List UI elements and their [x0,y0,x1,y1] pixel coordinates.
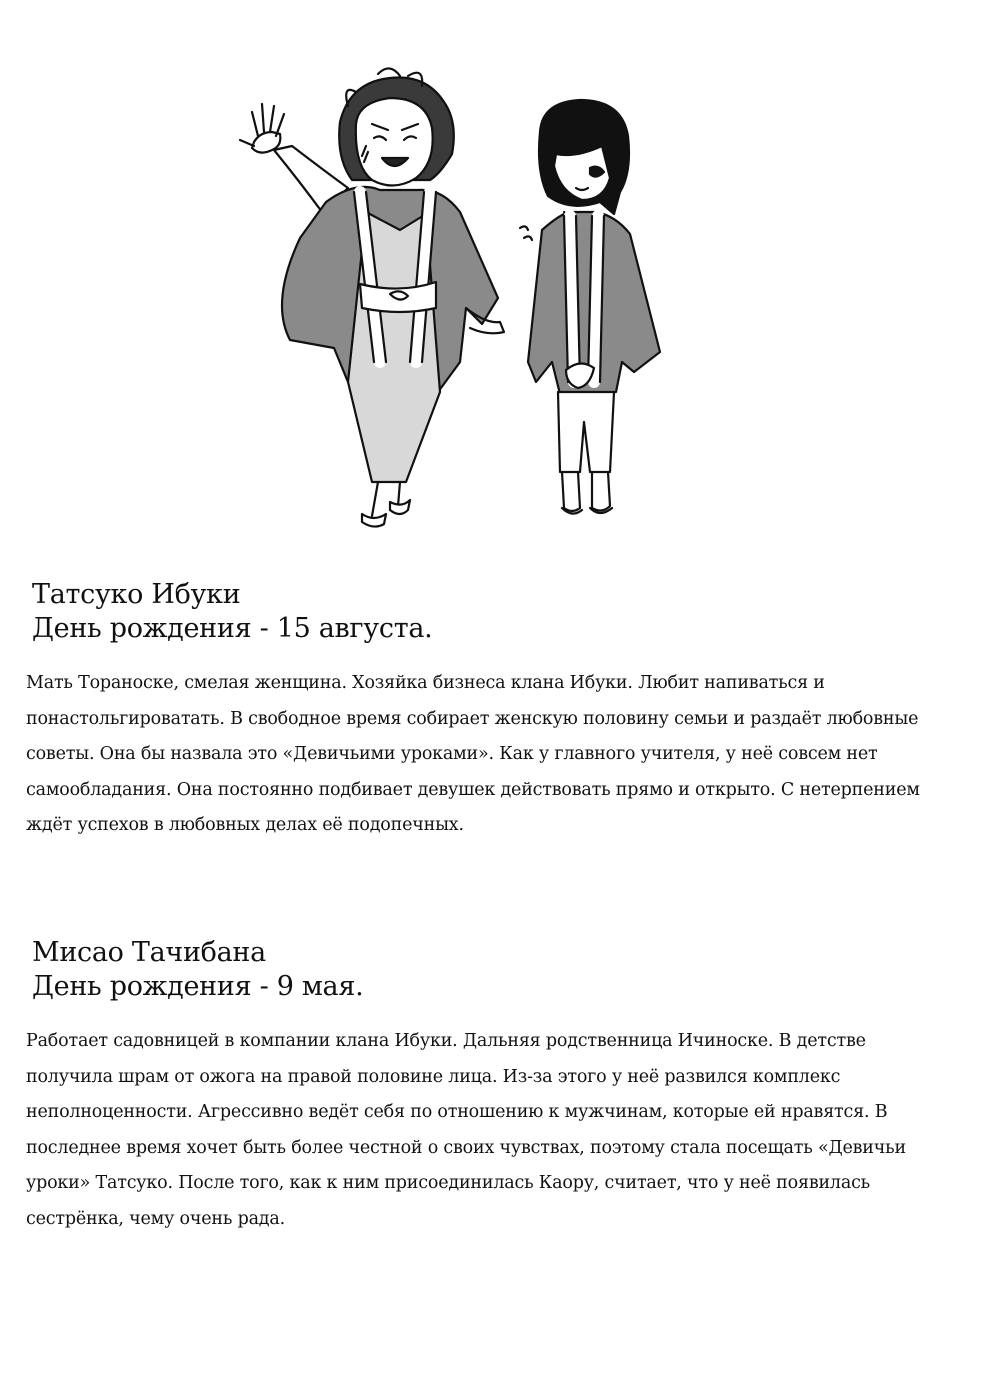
character-illustration [230,62,680,532]
profile-name: Татсуко Ибуки [32,579,241,610]
profile-birthday: День рождения - 15 августа. [32,613,433,644]
profile-bio: Работает садовницей в компании клана Ибуки. Дальняя родственница Ичиноске. В детстве получила шрам от ожога на правой половине лица. Из-за этого у неё развился комплекс неполноценности. Агрессивно ведёт себя по отношению к мужчинам, которые ей нравятся. В последнее время хочет быть более честной о своих чувствах, поэтому стала посещать «Девичьи уроки» Татсуко. После того, как к ним присоединилась Каору, считает, что у неё появилась сестрёнка, чему очень рада. [26,1031,906,1229]
profile-misao [26,936,956,1237]
profile-birthday: День рождения - 9 мая. [32,971,364,1002]
profile-bio: Мать Тораноске, смелая женщина. Хозяйка бизнеса клана Ибуки. Любит напиваться и понастольгироватать. В свободное время собирает женскую половину семьи и раздаёт любовные советы. Она бы назвала это «Девичьими уроками». Как у главного учителя, у неё совсем нет самообладания. Она постоянно подбивает девушек действовать прямо и открыто. С нетерпением ждёт успехов в любовных делах её подопечных. [26,673,920,835]
misao-figure [520,100,660,514]
profile-name: Мисао Тачибана [32,937,266,968]
profile-tatsuko [26,578,956,844]
tatsuko-figure [240,68,504,526]
